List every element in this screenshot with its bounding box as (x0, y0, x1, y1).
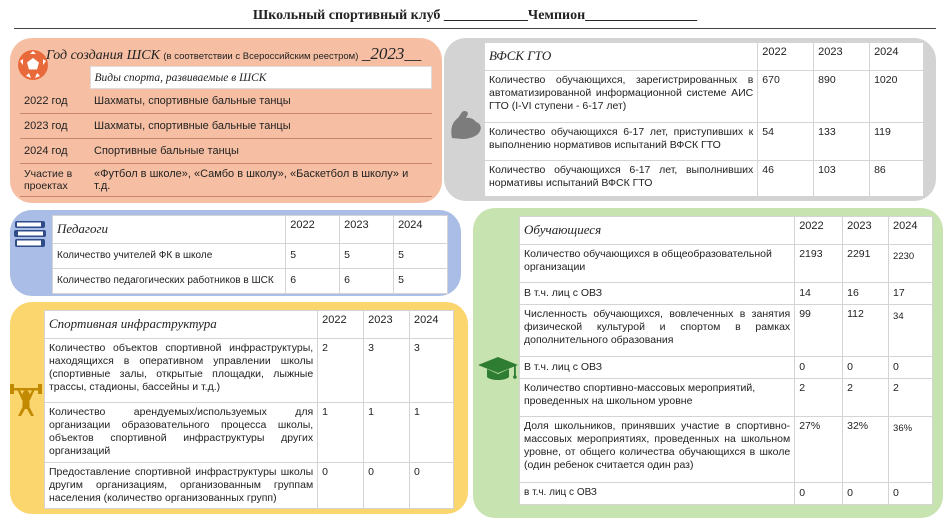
row-label: Количество обучающихся в общеобразовательной организации (520, 245, 795, 283)
row-value: 103 (814, 161, 870, 197)
weightlifter-icon (8, 378, 44, 418)
year-header: 2024 (410, 311, 454, 339)
table-row (45, 462, 454, 508)
row-label: В т.ч. лиц с ОВЗ (520, 283, 795, 305)
row-label: Участие в проектах (20, 164, 90, 197)
graduation-cap-icon (476, 354, 520, 384)
row-label: Количество спортивно-массовых мероприятий, проведенных на школьном уровне (520, 379, 795, 417)
table-row (20, 114, 432, 139)
table-row (520, 483, 933, 505)
table-row (53, 216, 448, 244)
books-icon (12, 218, 48, 250)
row-label: Количество обучающихся 6-17 лет, приступивших к выполнению нормативов испытаний ВФСК ГТО (485, 123, 758, 161)
row-value: 34 (889, 305, 933, 357)
row-label: Доля школьников, принявших участие в спортивно-массовых мероприятиях, проведенных на школьном уровне, от общего количества обучающихся в школе (один ребенок считается один раз) (520, 417, 795, 483)
row-value: 0 (889, 483, 933, 505)
row-value: 0 (889, 357, 933, 379)
year-header: 2022 (795, 217, 843, 245)
row-value: Спортивные бальные танцы (90, 139, 432, 164)
year-header: 2022 (758, 43, 814, 71)
row-value: 0 (410, 462, 454, 508)
row-value: 0 (843, 483, 889, 505)
teachers-title: Педагоги (53, 216, 286, 244)
row-value: 0 (843, 357, 889, 379)
row-value: 5 (394, 269, 448, 294)
row-value: 119 (870, 123, 924, 161)
row-value: 0 (364, 462, 410, 508)
row-label: 2024 год (20, 139, 90, 164)
table-row (53, 269, 448, 294)
table-row (20, 89, 432, 114)
table-row (485, 71, 924, 123)
row-value: Шахматы, спортивные бальные танцы (90, 89, 432, 114)
row-value: 54 (758, 123, 814, 161)
row-value: 5 (286, 244, 340, 269)
table-row (45, 311, 454, 339)
row-value: 5 (340, 244, 394, 269)
year-header: 2023 (364, 311, 410, 339)
year-header: 2024 (870, 43, 924, 71)
year-header: 2023 (843, 217, 889, 245)
row-label: Количество обучающихся 6-17 лет, выполнивших нормативы испытаний ВФСК ГТО (485, 161, 758, 197)
row-value: 890 (814, 71, 870, 123)
shsk-sports-header: Виды спорта, развиваемые в ШСК (90, 67, 432, 89)
table-row (20, 67, 432, 89)
row-value: 3 (364, 339, 410, 403)
infrastructure-title: Спортивная инфраструктура (45, 311, 318, 339)
year-header: 2024 (394, 216, 448, 244)
year-header: 2022 (318, 311, 364, 339)
table-row (20, 139, 432, 164)
row-value: 14 (795, 283, 843, 305)
table-row (520, 417, 933, 483)
row-label: в т.ч. лиц с ОВЗ (520, 483, 795, 505)
row-label: Численность обучающихся, вовлеченных в занятия физической культурой и спортом в рамках дополнительного образования (520, 305, 795, 357)
year-header: 2022 (286, 216, 340, 244)
row-value: 6 (286, 269, 340, 294)
row-value: 0 (795, 357, 843, 379)
row-value: 112 (843, 305, 889, 357)
shsk-year-note: (в соответствии с Всероссийским реестром) (163, 51, 359, 62)
row-label: 2023 год (20, 114, 90, 139)
table-row (45, 403, 454, 463)
table-row (520, 379, 933, 417)
row-value: 3 (410, 339, 454, 403)
row-value: 16 (843, 283, 889, 305)
teachers-table (52, 215, 448, 294)
table-row (520, 305, 933, 357)
flexed-arm-icon (448, 108, 484, 142)
shsk-year-value: _2023__ (361, 44, 422, 63)
students-table (519, 216, 933, 505)
row-value: 36% (889, 417, 933, 483)
row-value: 0 (318, 462, 364, 508)
row-value: 1 (364, 403, 410, 463)
row-value: 17 (889, 283, 933, 305)
table-row (520, 283, 933, 305)
row-value: 2193 (795, 245, 843, 283)
gto-title: ВФСК ГТО (485, 43, 758, 71)
students-title: Обучающиеся (520, 217, 795, 245)
row-value: 1 (318, 403, 364, 463)
row-label: Предоставление спортивной инфраструктуры школы другим организациям, организованным группам населения (количество организованных групп) (45, 462, 318, 508)
row-value: 2 (795, 379, 843, 417)
row-label: 2022 год (20, 89, 90, 114)
row-value: Шахматы, спортивные бальные танцы (90, 114, 432, 139)
infrastructure-table (44, 310, 454, 509)
table-row (485, 43, 924, 71)
table-row (53, 244, 448, 269)
row-value: 32% (843, 417, 889, 483)
year-header: 2023 (814, 43, 870, 71)
row-label: Количество арендуемых/используемых для организации образовательного процесса школы, объектов спортивной инфраструктуры других организаций (45, 403, 318, 463)
row-value: 1020 (870, 71, 924, 123)
year-header: 2023 (340, 216, 394, 244)
row-value: 2 (843, 379, 889, 417)
table-row (520, 245, 933, 283)
gto-table (484, 42, 924, 197)
page-title: Школьный спортивный клуб ____________Чемпион________________ (252, 8, 698, 23)
row-label: Количество объектов спортивной инфраструктуры, находящихся в оперативном управлении школы (спортивные залы, открытые площадки, лыжные трассы, стадионы, бассейны и т.д.) (45, 339, 318, 403)
row-label: В т.ч. лиц с ОВЗ (520, 357, 795, 379)
year-header: 2024 (889, 217, 933, 245)
table-row (485, 161, 924, 197)
table-row (520, 357, 933, 379)
row-value: 5 (394, 244, 448, 269)
row-value: 2291 (843, 245, 889, 283)
row-value: 2 (889, 379, 933, 417)
row-value: 6 (340, 269, 394, 294)
row-value: 2230 (889, 245, 933, 283)
shsk-year-label: Год создания ШСК (46, 48, 160, 63)
row-value: 27% (795, 417, 843, 483)
table-row (45, 339, 454, 403)
table-row (520, 217, 933, 245)
row-value: 99 (795, 305, 843, 357)
row-value: 2 (318, 339, 364, 403)
row-label: Количество обучающихся, зарегистрированных в автоматизированной информационной системе АИС ГТО (I-VI ступени - 6-17 лет) (485, 71, 758, 123)
table-row (20, 164, 432, 197)
row-value: «Футбол в школе», «Самбо в школу», «Баскетбол в школу» и т.д. (90, 164, 432, 197)
row-value: 670 (758, 71, 814, 123)
title-underline (14, 28, 936, 29)
row-value: 86 (870, 161, 924, 197)
row-value: 1 (410, 403, 454, 463)
shsk-sports-table (20, 66, 432, 197)
row-value: 46 (758, 161, 814, 197)
row-value: 0 (795, 483, 843, 505)
shsk-year-heading (46, 44, 421, 64)
table-row (485, 123, 924, 161)
row-label: Количество педагогических работников в ШСК (53, 269, 286, 294)
row-value: 133 (814, 123, 870, 161)
row-label: Количество учителей ФК в школе (53, 244, 286, 269)
